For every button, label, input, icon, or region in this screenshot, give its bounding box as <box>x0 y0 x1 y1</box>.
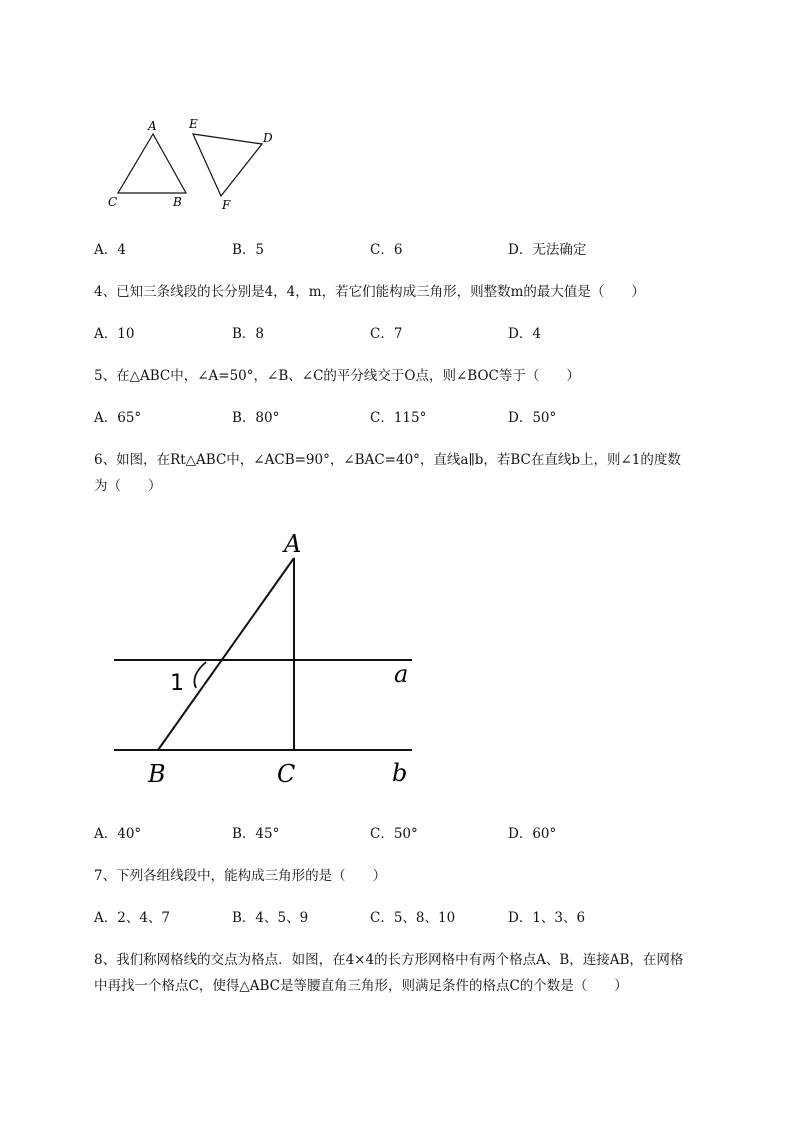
q5-options <box>94 408 694 428</box>
triangle-abc <box>118 134 186 193</box>
label-d: D <box>263 131 273 145</box>
q4-option-a[interactable]: A．10 <box>94 326 135 342</box>
q6-option-b[interactable]: B．45° <box>232 826 280 842</box>
q4-question: 4、已知三条线段的长分别是4，4，m，若它们能构成三角形，则整数m的最大值是（ ） <box>94 284 645 300</box>
label-point-c: C <box>277 760 296 788</box>
q4-option-d[interactable]: D．4 <box>508 326 541 342</box>
label-line-b: b <box>392 759 408 787</box>
q3-option-d[interactable]: D．无法确定 <box>508 242 587 258</box>
q8-question-line1: 8、我们称网格线的交点为格点．如图，在4×4的长方形网格中有两个格点A、B，连接AB，在网格 <box>94 952 684 968</box>
q7-option-c[interactable]: C．5、8、10 <box>370 910 456 926</box>
q5-option-d[interactable]: D．50° <box>508 410 557 426</box>
q3-option-c[interactable]: C．6 <box>370 242 403 258</box>
parallel-lines-figure <box>100 520 430 800</box>
q6-options <box>94 824 694 844</box>
q7-option-d[interactable]: D．1、3、6 <box>508 910 586 926</box>
label-a: A <box>148 119 157 133</box>
label-f: F <box>222 198 231 212</box>
q7-question: 7、下列各组线段中，能构成三角形的是（ ） <box>94 868 387 884</box>
q5-question: 5、在△ABC中，∠A=50°，∠B、∠C的平分线交于O点，则∠BOC等于（ ） <box>94 368 580 384</box>
label-angle-1: 1 <box>170 671 184 696</box>
q5-option-c[interactable]: C．115° <box>370 410 427 426</box>
q6-option-a[interactable]: A．40° <box>94 826 142 842</box>
label-c: C <box>108 195 118 209</box>
label-point-a: A <box>284 530 302 558</box>
q5-option-a[interactable]: A．65° <box>94 410 142 426</box>
q8-question-line2: 中再找一个格点C，使得△ABC是等腰直角三角形，则满足条件的格点C的个数是（ ） <box>94 978 628 994</box>
q4-option-c[interactable]: C．7 <box>370 326 403 342</box>
q7-options <box>94 908 694 928</box>
label-b: B <box>173 195 182 209</box>
q7-option-b[interactable]: B．4、5、9 <box>232 910 309 926</box>
label-point-b: B <box>148 760 166 788</box>
label-e: E <box>189 117 198 131</box>
label-line-a: a <box>394 660 409 688</box>
q5-option-b[interactable]: B．80° <box>232 410 280 426</box>
q3-option-b[interactable]: B．5 <box>232 242 265 258</box>
q6-option-c[interactable]: C．50° <box>370 826 418 842</box>
q6-option-d[interactable]: D．60° <box>508 826 557 842</box>
q4-options <box>94 324 694 344</box>
q3-options <box>94 240 694 260</box>
q6-question-line2: 为（ ） <box>94 478 162 494</box>
segment-ab <box>158 558 294 750</box>
triangle-edf <box>193 134 262 196</box>
q3-option-a[interactable]: A．4 <box>94 242 126 258</box>
q7-option-a[interactable]: A．2、4、7 <box>94 910 171 926</box>
triangles-figure <box>100 112 290 217</box>
q6-question-line1: 6、如图，在Rt△ABC中，∠ACB=90°，∠BAC=40°，直线a∥b，若BC在直线b上，则∠1的度数 <box>94 452 681 468</box>
q4-option-b[interactable]: B．8 <box>232 326 265 342</box>
